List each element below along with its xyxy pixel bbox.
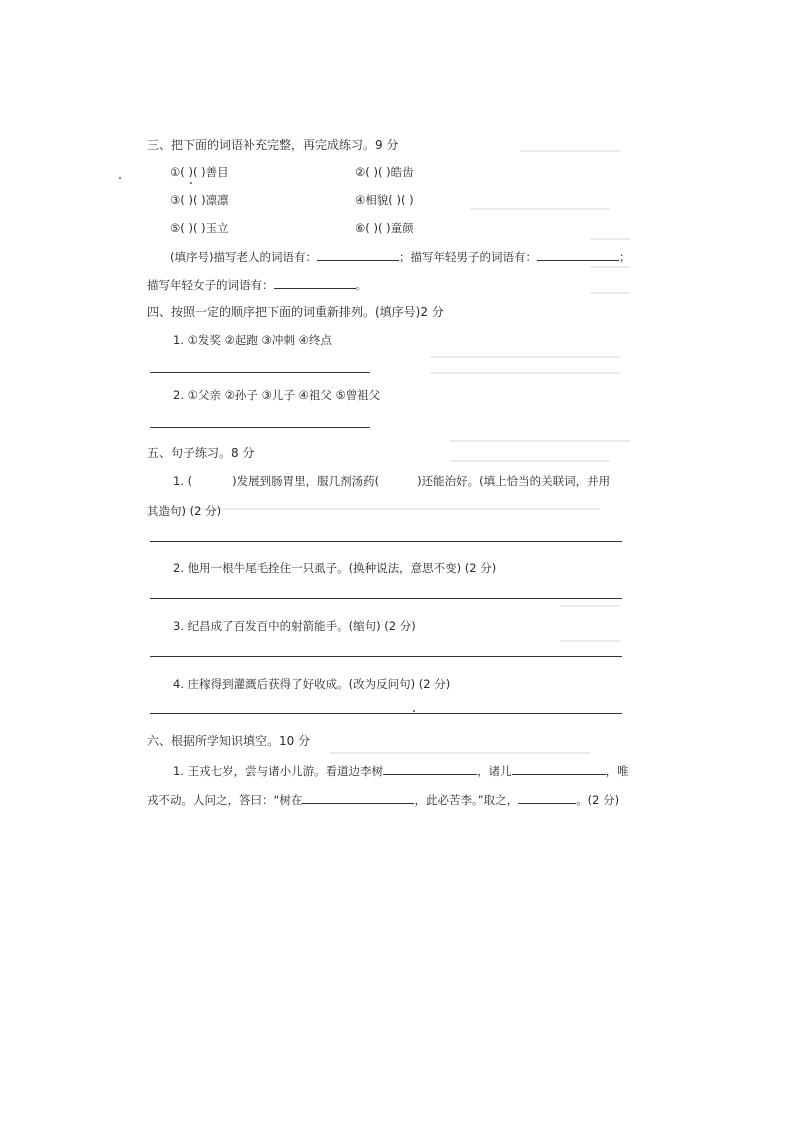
classify-old-label: (填序号)描写老人的词语有：	[170, 250, 317, 264]
fill-blank-4[interactable]	[518, 791, 576, 804]
answer-blank-young-man[interactable]	[537, 248, 619, 261]
answer-line-sentence-4[interactable]	[150, 713, 622, 714]
text: 1. 王戎七岁，尝与诸小儿游。看道边李树	[173, 764, 384, 778]
answer-line-order-1[interactable]	[150, 372, 370, 373]
speck	[413, 710, 415, 712]
section6-title: 六、根据所学知识填空。10 分	[147, 734, 311, 748]
word-item-2: ②( )( )皓齿	[355, 165, 414, 179]
order-question-1: 1. ①发奖 ②起跑 ③冲刺 ④终点	[173, 333, 332, 347]
sentence-question-2: 2. 他用一根牛尾毛拴住一只虱子。(换种说法，意思不变) (2 分)	[173, 561, 497, 575]
text: )还能治好。(填上恰当的关联词，并用	[417, 474, 611, 488]
punct: 。	[355, 278, 367, 292]
section3-title: 三、把下面的词语补充完整，再完成练习。9 分	[147, 138, 399, 152]
sentence-question-1	[173, 473, 610, 489]
text: ，唯	[605, 764, 629, 778]
word-item-6: ⑥( )( )童颜	[355, 221, 414, 235]
sentence-question-1-cont: 其造句) (2 分)	[147, 504, 222, 518]
speck	[119, 177, 121, 179]
text: )发展到肠胃里，服几剂汤药(	[232, 474, 380, 488]
fill-blank-3[interactable]	[302, 791, 414, 804]
word-item-3: ③( )( )凛凛	[170, 193, 229, 207]
section4-title: 四、按照一定的顺序把下面的词重新排列。(填序号)2 分	[147, 305, 444, 319]
answer-line-sentence-1[interactable]	[150, 541, 622, 542]
section5-title: 五、句子练习。8 分	[147, 446, 255, 460]
fill-question-1	[173, 762, 629, 779]
text: 戎不动。人问之，答曰：“树在	[147, 793, 303, 807]
classify-line-1	[170, 248, 630, 265]
word-item-1: ①( )( )善目	[170, 165, 229, 179]
text: 1. (	[173, 474, 193, 488]
answer-line-order-2[interactable]	[150, 427, 370, 428]
order-question-2: 2. ①父亲 ②孙子 ③儿子 ④祖父 ⑤曾祖父	[173, 388, 381, 402]
fill-blank-1[interactable]	[383, 762, 477, 775]
sentence-question-4: 4. 庄稼得到灌溉后获得了好收成。(改为反问句) (2 分)	[173, 677, 451, 691]
punct: ；	[618, 250, 631, 264]
text: ，此必苦李。”取之，	[414, 793, 519, 807]
answer-blank-old[interactable]	[317, 248, 399, 261]
classify-young-woman-label: 描写年轻女子的词语有：	[147, 278, 274, 292]
answer-line-sentence-2[interactable]	[150, 598, 622, 599]
classify-line-2	[147, 276, 367, 293]
text: ，诸儿	[477, 764, 512, 778]
word-item-4: ④相貌( )( )	[355, 193, 414, 207]
answer-line-sentence-3[interactable]	[150, 656, 622, 657]
speck	[190, 182, 192, 184]
sentence-question-3: 3. 纪昌成了百发百中的射箭能手。(缩句) (2 分)	[173, 619, 416, 633]
word-item-5: ⑤( )( )玉立	[170, 221, 229, 235]
answer-blank-young-woman[interactable]	[274, 276, 356, 289]
fill-blank-2[interactable]	[512, 762, 606, 775]
classify-young-man-label: ；描写年轻男子的词语有：	[398, 250, 537, 264]
fill-question-1-cont	[147, 791, 619, 808]
text: 。(2 分)	[576, 793, 620, 807]
